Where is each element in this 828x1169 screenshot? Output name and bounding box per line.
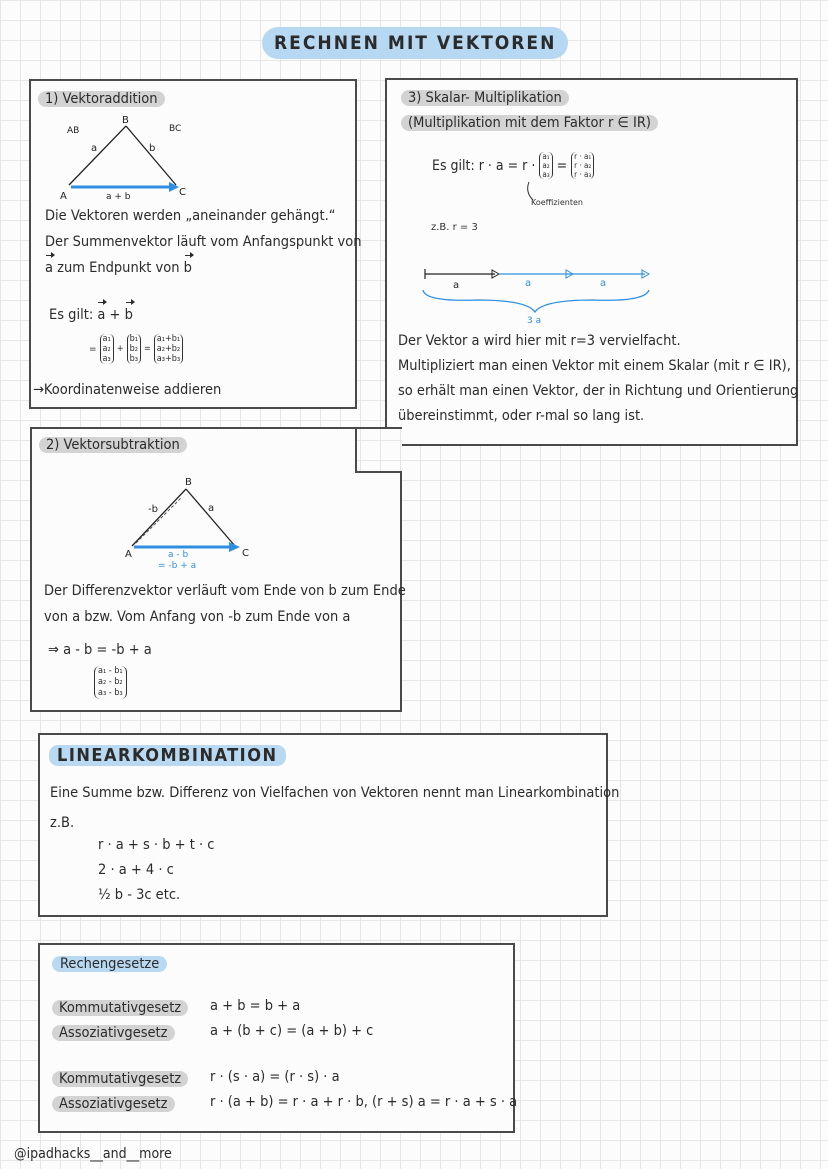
vector-column-difference: a₁ - b₁ a₂ - b₂ a₃ - b₃ <box>94 666 127 699</box>
sec1-line3: a zum Endpunkt von b <box>45 256 192 281</box>
sec1-koord: →Koordinatenweise addieren <box>33 382 222 398</box>
section-vektorsubtraktion <box>30 427 406 712</box>
a-label-3: a <box>600 278 607 289</box>
vector-column-a: a₁ a₂ a₃ <box>100 334 114 364</box>
sec3-formula: Es gilt: r · a = r · a₁ a₂ a₃ = r · a₁ r · a₂ r · a₃ <box>432 152 594 179</box>
pt-b-label: B <box>185 477 192 488</box>
lin-example-3: ½ b - 3c etc. <box>98 887 181 903</box>
koeff-label: Koeffizienten <box>531 198 583 207</box>
sec2-line2: von a bzw. Vom Anfang von -b zum Ende von a <box>44 609 351 625</box>
rule2-formula: a + (b + c) = (a + b) + c <box>210 1023 374 1039</box>
section-divider <box>355 471 402 473</box>
a-label: a <box>208 503 215 514</box>
sec2-heading: 2) Vektorsubtraktion <box>39 437 187 453</box>
vector-column-ra: r · a₁ r · a₂ r · a₃ <box>571 152 594 179</box>
pt-c-label: C <box>242 548 249 559</box>
pt-c-label: C <box>179 187 186 198</box>
diff-label-1: a - b <box>168 550 189 560</box>
section-skalar-multiplikation <box>385 78 798 446</box>
vector-column-sum: a₁+b₁ a₂+b₂ a₃+b₃ <box>154 334 183 364</box>
section-linearkombination <box>38 733 620 917</box>
scalar-multiplication-diagram <box>387 80 796 326</box>
zb-label: z.B. r = 3 <box>431 222 478 233</box>
section-rechengesetze <box>38 943 518 1133</box>
lin-example-1: r · a + s · b + t · c <box>98 837 215 853</box>
pt-a-label: A <box>60 191 67 202</box>
a-label: a <box>91 143 98 154</box>
sec1-coordinate-formula: = a₁ a₂ a₃ + b₁ b₂ b₃ = a₁+b₁ a₂+b₂ a₃+b₃ <box>89 334 183 364</box>
3a-label: 3 a <box>527 316 542 326</box>
sec3-line3: so erhält man einen Vektor, der in Richtung und Orientierung <box>398 383 799 399</box>
diff-label-2: = -b + a <box>158 561 197 571</box>
b-label: b <box>149 143 156 154</box>
sec1-esgilt: Es gilt: a + b <box>49 303 133 328</box>
sec3-heading1: 3) Skalar- Multiplikation <box>401 90 569 106</box>
pt-b-label: B <box>122 115 129 126</box>
rule1-formula: a + b = b + a <box>210 998 301 1014</box>
vector-column-b: b₁ b₂ b₃ <box>127 334 141 364</box>
page-title: RECHNEN MIT VEKTOREN <box>262 27 568 59</box>
sec3-line2: Multipliziert man einen Vektor mit einem Skalar (mit r ∈ IR), <box>398 358 791 374</box>
minus-b-label: -b <box>148 504 158 515</box>
rule3-formula: r · (s · a) = (r · s) · a <box>210 1069 340 1085</box>
sec1-line2: Der Summenvektor läuft vom Anfangspunkt von <box>45 234 362 250</box>
rules-heading: Rechengesetze <box>52 956 167 972</box>
notch-background <box>357 429 402 471</box>
lin-example-2: 2 · a + 4 · c <box>98 862 174 878</box>
lin-line1: Eine Summe bzw. Differenz von Vielfachen von Vektoren nennt man Linearkombination <box>50 785 620 801</box>
addition-triangle-diagram <box>31 81 355 206</box>
rule2-name: Assoziativgesetz <box>52 1025 175 1041</box>
sec1-heading: 1) Vektoraddition <box>38 91 165 107</box>
a-label-2: a <box>525 278 532 289</box>
rule4-formula: r · (a + b) = r · a + r · b, (r + s) a = r · a + s · a <box>210 1094 518 1110</box>
rule4-name: Assoziativgesetz <box>52 1096 175 1112</box>
sec3-line4: übereinstimmt, oder r-mal so lang ist. <box>398 408 645 424</box>
sec1-line1: Die Vektoren werden „aneinander gehängt.“ <box>45 208 336 224</box>
sum-label: a + b <box>106 192 131 202</box>
sec2-line1: Der Differenzvektor verläuft vom Ende von b zum Ende <box>44 583 406 599</box>
rule1-name: Kommutativgesetz <box>52 1000 188 1016</box>
bc-label: BC <box>169 124 182 134</box>
pt-a-label: A <box>125 549 132 560</box>
ab-label: AB <box>67 126 80 136</box>
a-label-1: a <box>453 280 460 291</box>
rule3-name: Kommutativgesetz <box>52 1071 188 1087</box>
sec2-formula: ⇒ a - b = -b + a <box>48 642 152 658</box>
vector-column-a: a₁ a₂ a₃ <box>539 152 552 179</box>
lin-heading: LINEARKOMBINATION <box>49 745 286 766</box>
sec3-heading2: (Multiplikation mit dem Faktor r ∈ IR) <box>401 115 658 131</box>
sec3-line1: Der Vektor a wird hier mit r=3 vervielfacht. <box>398 333 681 349</box>
lin-zb: z.B. <box>50 815 75 831</box>
subtraction-triangle-diagram <box>32 429 400 579</box>
section-vektoraddition <box>29 79 362 409</box>
footer-handle: @ipadhacks__and__more <box>14 1146 172 1162</box>
